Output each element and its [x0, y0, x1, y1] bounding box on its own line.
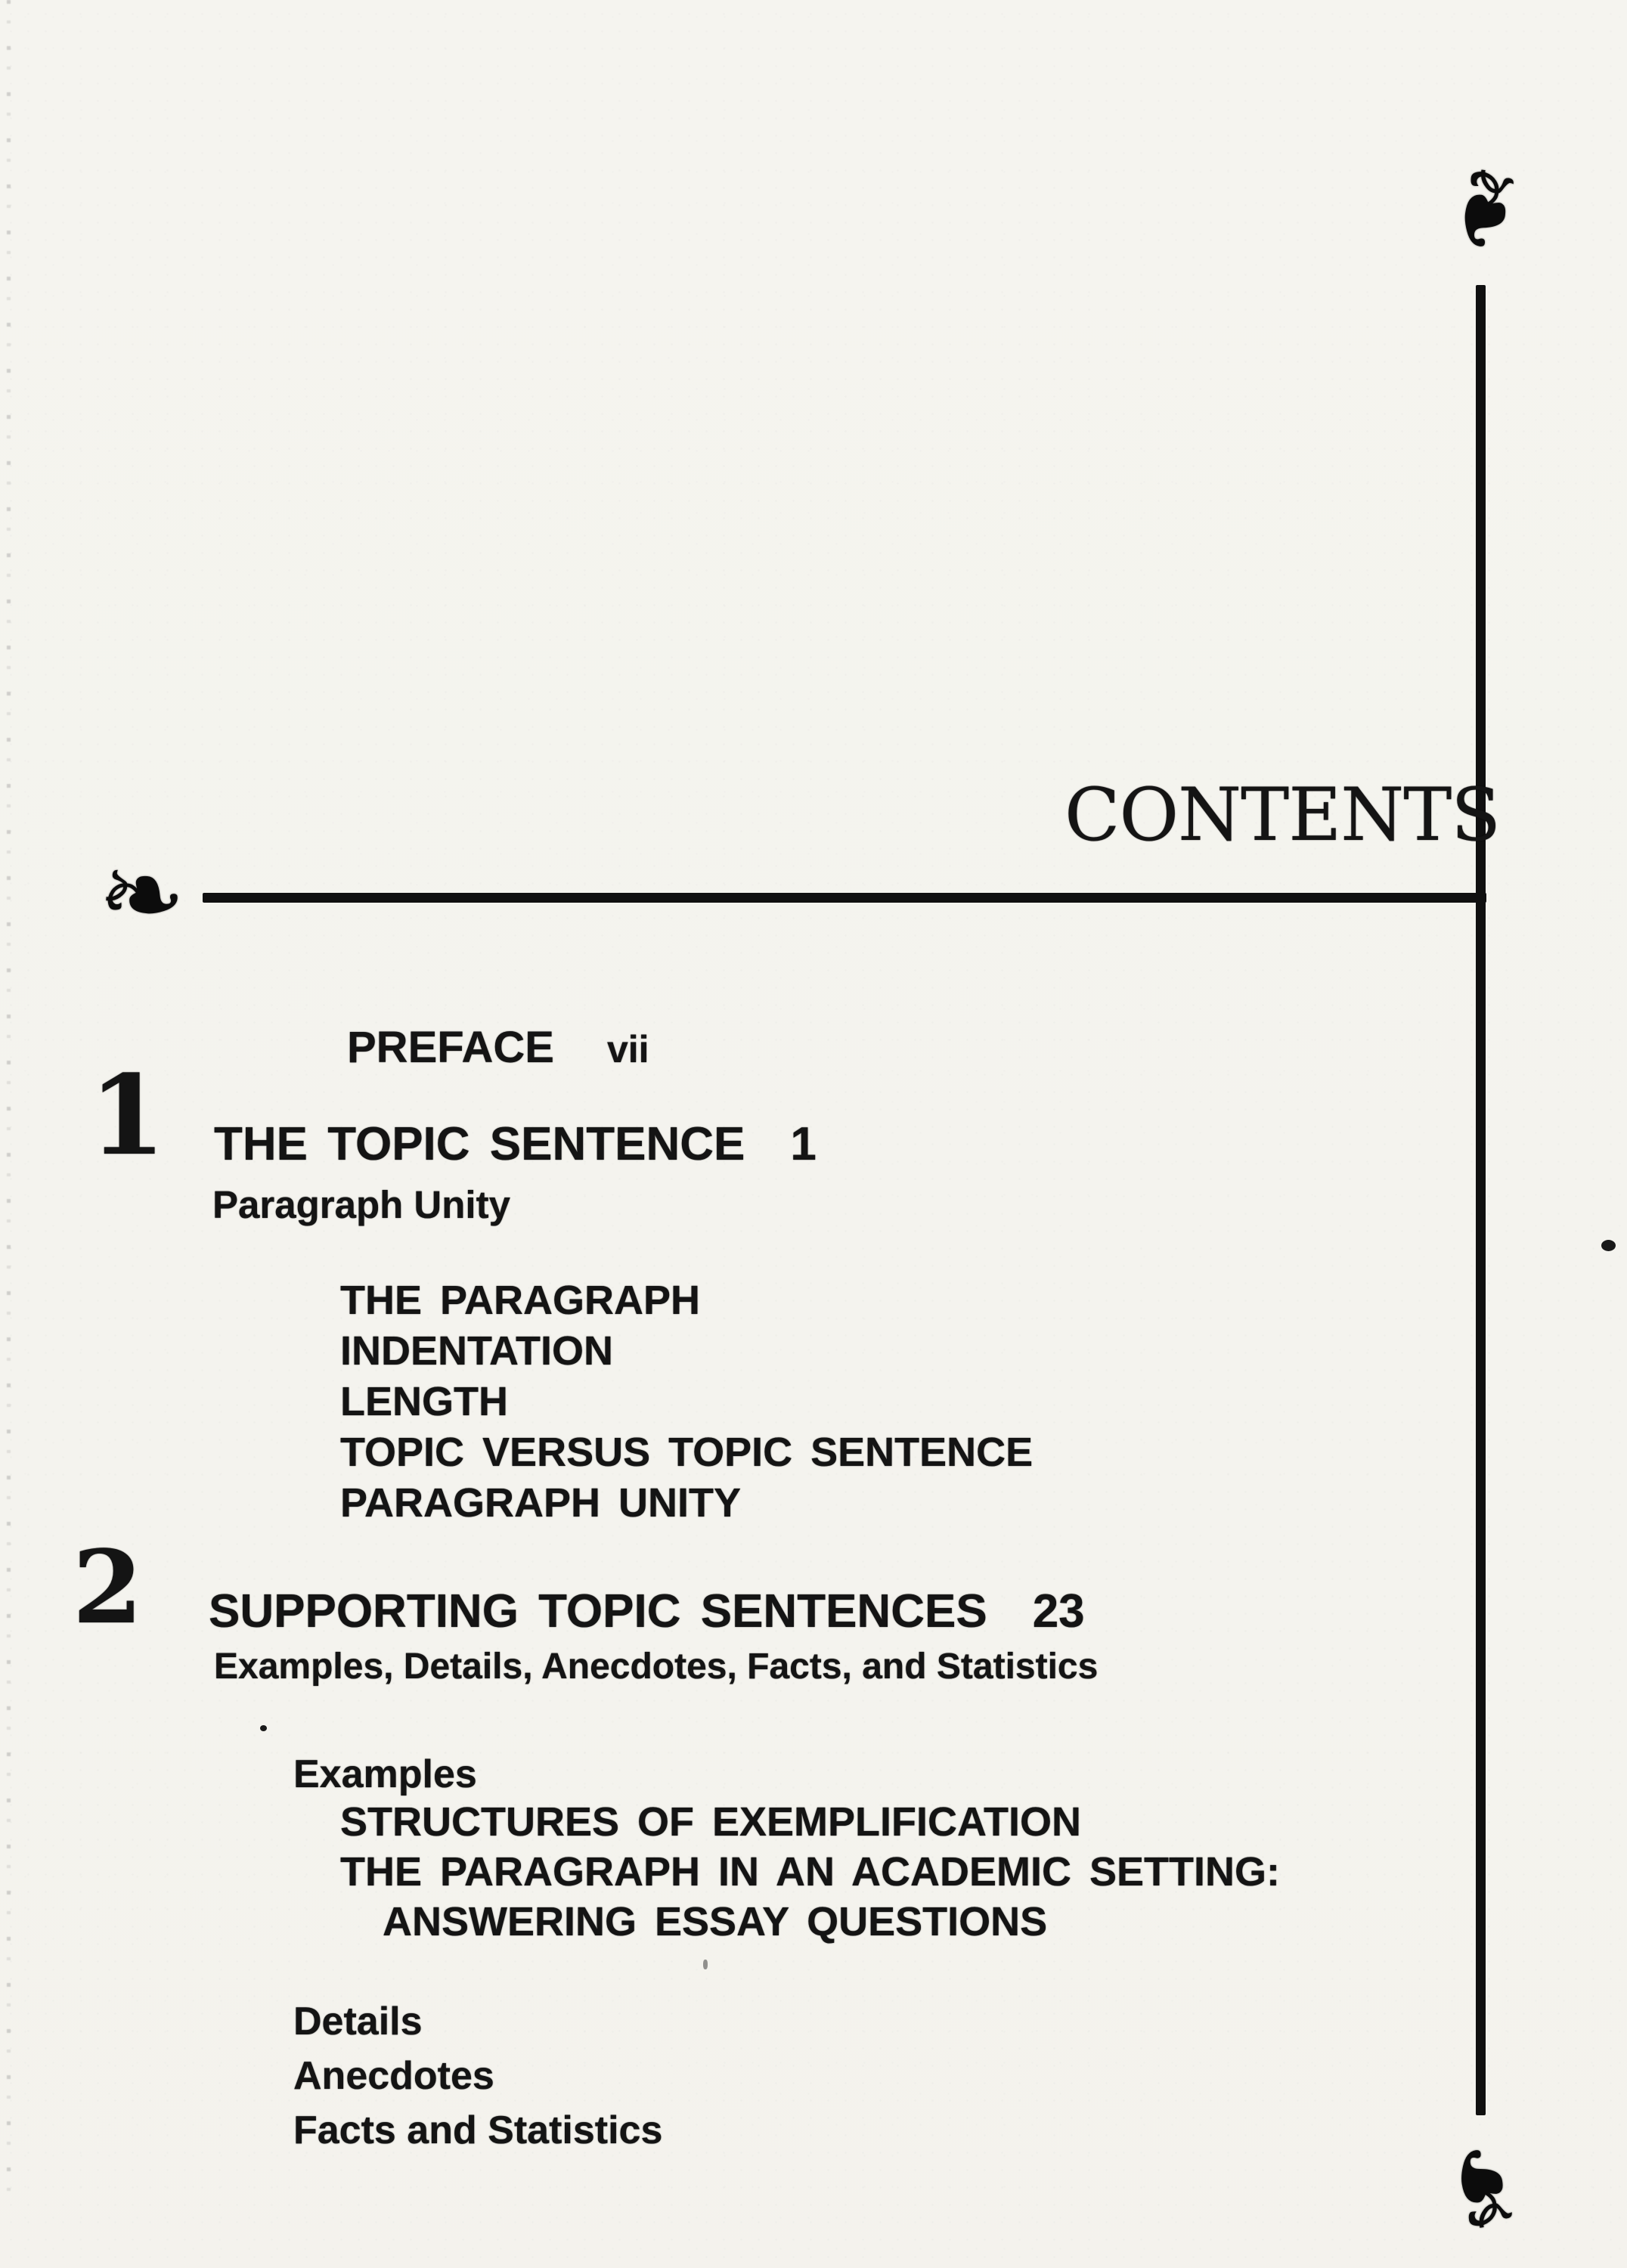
group-item-list — [340, 1797, 1280, 1947]
section-item: LENGTH — [340, 1379, 508, 1424]
chapter-page-number: 23 — [1032, 1585, 1085, 1637]
chapter-number: 1 — [89, 1052, 166, 1180]
group-item: THE PARAGRAPH IN AN ACADEMIC SETTING: — [340, 1849, 1280, 1895]
chapter-page-number: 1 — [790, 1118, 817, 1170]
chapter-subtitle: Examples, Details, Anecdotes, Facts, and Statistics — [214, 1647, 1099, 1687]
group-header: Examples — [293, 1752, 477, 1796]
fleuron-left-icon: ❧ — [94, 833, 191, 956]
group-header: Facts and Statistics — [293, 2108, 663, 2152]
vertical-rule — [1476, 285, 1486, 2115]
group-header: Details — [293, 2000, 423, 2043]
chapter-number: 2 — [73, 1529, 143, 1647]
chapter-subtitle: Paragraph Unity — [212, 1183, 510, 1226]
scan-speck — [260, 1725, 267, 1731]
page-title: CONTENTS — [1065, 773, 1501, 857]
chapter-title-row — [209, 1585, 1085, 1637]
chapter-section-list — [340, 1275, 1033, 1529]
fleuron-bottom-icon: ❧ — [1413, 2131, 1554, 2245]
scan-speck — [703, 1960, 708, 1969]
preface-label: PREFACE — [347, 1023, 554, 1072]
group-item: STRUCTURES OF EXEMPLIFICATION — [340, 1799, 1082, 1845]
fleuron-top-icon: ❧ — [1418, 154, 1553, 263]
section-item: THE PARAGRAPH — [340, 1278, 701, 1323]
section-item: TOPIC VERSUS TOPIC SENTENCE — [340, 1430, 1034, 1475]
chapter-title-row — [214, 1118, 817, 1170]
scan-speck — [1601, 1240, 1616, 1251]
preface-page-number: vii — [606, 1028, 649, 1070]
preface-row — [347, 1023, 649, 1072]
chapter-title: SUPPORTING TOPIC SENTENCES — [209, 1585, 987, 1637]
group-header: Anecdotes — [293, 2054, 494, 2098]
group-header-list — [293, 1994, 662, 2158]
scan-edge-artifact — [7, 0, 11, 2208]
group-item: ANSWERING ESSAY QUESTIONS — [383, 1899, 1048, 1944]
chapter-title: THE TOPIC SENTENCE — [214, 1118, 745, 1170]
section-item: PARAGRAPH UNITY — [340, 1480, 742, 1526]
section-item: INDENTATION — [340, 1328, 613, 1374]
horizontal-rule — [203, 893, 1486, 903]
